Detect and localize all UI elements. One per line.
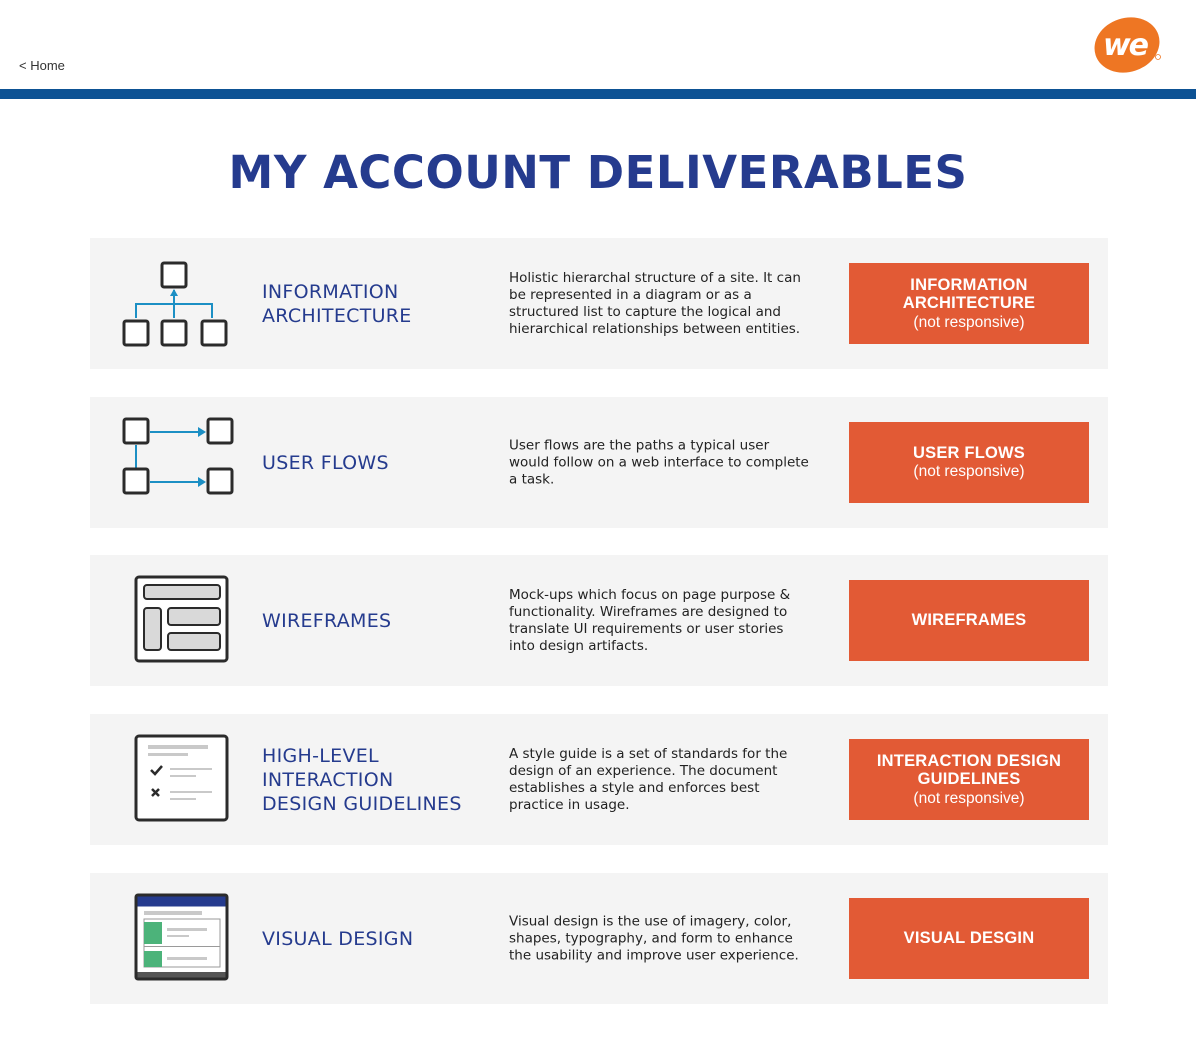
cta-title: INTERACTION DESIGN GUIDELINES — [876, 751, 1062, 788]
cta-title: WIREFRAMES — [911, 611, 1027, 630]
we-logo-icon[interactable] — [1092, 14, 1164, 74]
cta-title: INFORMATION ARCHITECTURE — [902, 275, 1036, 312]
cta-title: USER FLOWS — [913, 443, 1025, 462]
deliverable-card-visual-design — [90, 873, 1108, 1004]
style-guide-icon — [122, 732, 236, 824]
deliverable-card-wireframes — [90, 555, 1108, 686]
deliverable-description: Mock-ups which focus on page purpose & functionality. Wireframes are designed to translate UI requirements or user stories into design artifacts. — [509, 586, 791, 654]
information-architecture-button[interactable] — [849, 263, 1089, 344]
cta-subtitle: (not responsive) — [913, 463, 1025, 481]
deliverable-description: Visual design is the use of imagery, color, shapes, typography, and form to enhance the usability and improve user experience. — [509, 913, 799, 963]
deliverable-name: WIREFRAMES — [262, 609, 392, 632]
wireframes-button[interactable] — [849, 580, 1089, 661]
home-link[interactable]: < Home — [19, 58, 65, 73]
deliverable-card-user-flows — [90, 397, 1108, 528]
header-divider — [0, 89, 1196, 99]
deliverable-description: User flows are the paths a typical user would follow on a web interface to complete a task. — [509, 437, 809, 487]
visual-design-icon — [122, 891, 236, 983]
deliverable-description: Holistic hierarchal structure of a site. It can be represented in a diagram or as a structured list to capture the logical and hierarchical relationships between entities. — [509, 269, 801, 337]
visual-design-button[interactable] — [849, 898, 1089, 979]
svg-text:we: we — [1102, 28, 1148, 63]
deliverable-name: INFORMATION ARCHITECTURE — [262, 280, 412, 327]
deliverable-card-interaction-design-guidelines — [90, 714, 1108, 845]
deliverable-name: VISUAL DESIGN — [262, 927, 414, 950]
deliverable-name: USER FLOWS — [262, 451, 389, 474]
top-bar — [0, 0, 1196, 100]
cta-title: VISUAL DESGIN — [903, 929, 1035, 948]
deliverable-description: A style guide is a set of standards for the design of an experience. The document establishes a style and enforces best practice in usage. — [509, 745, 788, 813]
wireframe-icon — [122, 573, 236, 665]
deliverable-card-information-architecture — [90, 238, 1108, 369]
cta-subtitle: (not responsive) — [913, 789, 1025, 807]
interaction-design-guidelines-button[interactable] — [849, 739, 1089, 820]
page-title: MY ACCOUNT DELIVERABLES — [228, 146, 968, 199]
user-flow-icon — [122, 415, 236, 507]
deliverable-name: HIGH-LEVEL INTERACTION DESIGN GUIDELINES — [262, 744, 462, 815]
cta-subtitle: (not responsive) — [913, 313, 1025, 331]
user-flows-button[interactable] — [849, 422, 1089, 503]
sitemap-icon — [122, 256, 236, 348]
